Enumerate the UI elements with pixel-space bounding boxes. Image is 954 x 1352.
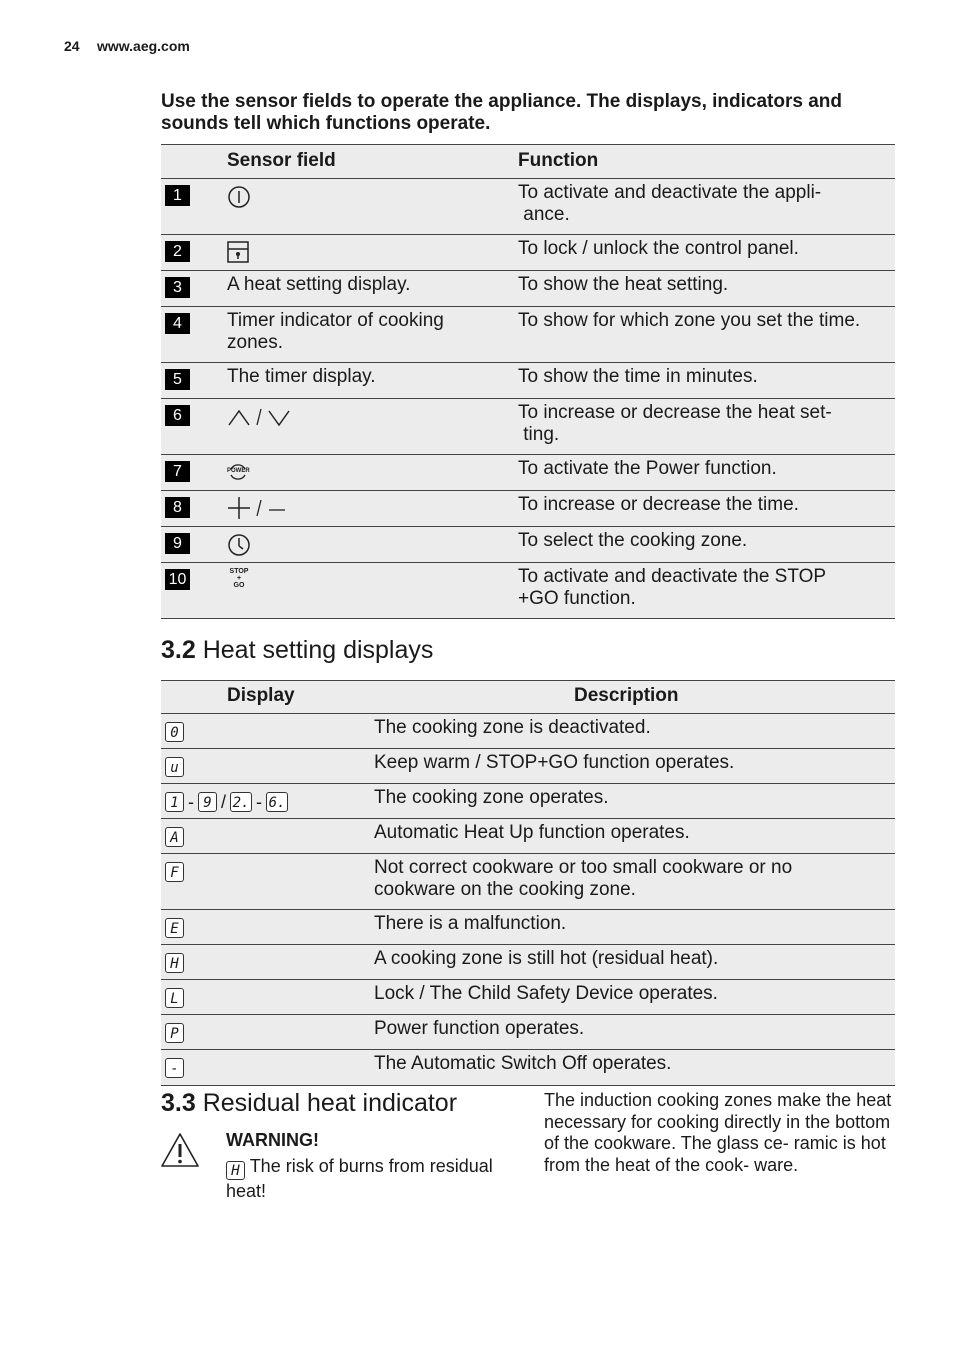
row-number: 5: [165, 369, 190, 390]
power-icon-text: POWER: [227, 468, 250, 474]
sensor-row: [161, 563, 895, 619]
warning-text-block: [226, 1155, 526, 1202]
sensor-row: [161, 235, 895, 271]
row-number: 4: [165, 313, 190, 334]
display-symbol: H: [165, 953, 184, 973]
row-number: 7: [165, 461, 190, 482]
function-text: To activate and deactivate the appli- ance.: [518, 182, 822, 225]
sensor-row: [161, 399, 895, 455]
sensor-row: [161, 307, 895, 363]
function-text: To increase or decrease the time.: [518, 494, 799, 515]
row-number: 10: [165, 569, 190, 590]
row-number: 1: [165, 185, 190, 206]
display-symbol: A: [165, 827, 184, 847]
plus-label: +: [236, 575, 242, 582]
body-paragraph: The induction cooking zones make the heat necessary for cooking directly in the bottom of the cookware. The glass ce- ramic is hot from the heat of the cook- ware.: [544, 1090, 892, 1175]
display-symbol: 1: [165, 792, 184, 812]
lock-icon: [227, 240, 249, 264]
description-text: Automatic Heat Up function operates.: [374, 822, 690, 843]
sensor-text: The timer display.: [227, 366, 376, 387]
col-description: Description: [574, 685, 679, 706]
display-symbol: P: [165, 1023, 184, 1043]
section-title: Heat setting displays: [202, 636, 434, 664]
col-sensor-field: Sensor field: [227, 150, 336, 171]
section-heading-3-3: [161, 1089, 457, 1118]
separator: -: [188, 792, 194, 812]
row-number: 2: [165, 241, 190, 262]
row-number: 9: [165, 533, 190, 554]
row-number: 8: [165, 497, 190, 518]
display-table: [161, 680, 895, 1086]
sensor-text: Timer indicator of cooking zones.: [227, 310, 444, 353]
row-number: 3: [165, 277, 190, 298]
warning-label: WARNING!: [226, 1130, 319, 1150]
display-symbol: 9: [198, 792, 217, 812]
sensor-row: [161, 179, 895, 235]
display-row: [161, 945, 895, 980]
display-symbol: u: [165, 757, 184, 777]
function-text: To activate and deactivate the STOP +GO function.: [518, 566, 826, 609]
up-down-chevrons-icon: [227, 405, 295, 429]
display-symbol: 0: [165, 722, 184, 742]
col-function: Function: [518, 150, 599, 171]
function-text: To show for which zone you set the time.: [518, 310, 861, 331]
page-number: 24: [64, 38, 80, 54]
description-text: A cooking zone is still hot (residual heat).: [374, 948, 719, 969]
description-text: Lock / The Child Safety Device operates.: [374, 983, 718, 1004]
description-text: There is a malfunction.: [374, 913, 567, 934]
display-symbol: F: [165, 862, 184, 882]
stop-go-icon: [227, 568, 251, 589]
description-text: The cooking zone operates.: [374, 787, 609, 808]
function-text: To increase or decrease the heat set- ting.: [518, 402, 832, 445]
power-function-icon: [227, 461, 249, 483]
power-icon: [227, 185, 251, 209]
section-title: Residual heat indicator: [202, 1089, 458, 1117]
display-row: [161, 784, 895, 819]
function-text: To show the heat setting.: [518, 274, 729, 295]
description-text: The cooking zone is deactivated.: [374, 717, 651, 738]
section-number: 3.2: [161, 636, 196, 664]
display-row: [161, 819, 895, 854]
function-text: To lock / unlock the control panel.: [518, 238, 799, 259]
function-text: To activate the Power function.: [518, 458, 777, 479]
display-symbol: H: [226, 1161, 245, 1180]
display-symbol: E: [165, 918, 184, 938]
description-text: Not correct cookware or too small cookware or no cookware on the cooking zone.: [374, 857, 793, 900]
display-row: [161, 854, 895, 910]
sensor-table: [161, 144, 895, 619]
section-number: 3.3: [161, 1089, 196, 1117]
description-text: Keep warm / STOP+GO function operates.: [374, 752, 735, 773]
row-number: 6: [165, 405, 190, 426]
display-row: [161, 714, 895, 749]
section-heading-3-2: [161, 636, 433, 665]
warning-text: The risk of burns from residual heat!: [226, 1156, 493, 1201]
display-row: [161, 1050, 895, 1086]
stop-label: STOP: [229, 568, 249, 575]
sensor-row: [161, 455, 895, 491]
display-row: [161, 749, 895, 784]
plus-minus-icon: [227, 496, 289, 520]
sensor-row: [161, 271, 895, 307]
go-label: GO: [233, 582, 245, 589]
timer-icon: [227, 533, 251, 557]
separator: /: [221, 792, 227, 812]
function-text: To show the time in minutes.: [518, 366, 758, 387]
display-table-header: [161, 680, 895, 714]
sensor-row: [161, 527, 895, 563]
col-display: Display: [227, 685, 295, 706]
sensor-text: A heat setting display.: [227, 274, 411, 295]
display-row: [161, 910, 895, 945]
description-text: Power function operates.: [374, 1018, 585, 1039]
function-text: To select the cooking zone.: [518, 530, 748, 551]
display-symbol: L: [165, 988, 184, 1008]
display-symbol: 6.: [266, 792, 288, 812]
display-symbol: 2.: [230, 792, 252, 812]
separator: -: [256, 792, 263, 812]
page-url: www.aeg.com: [97, 38, 190, 54]
intro-text: Use the sensor fields to operate the appliance. The displays, indicators and sounds tell which functions operate.: [161, 91, 843, 134]
warning-triangle-icon: [160, 1132, 200, 1168]
sensor-row: [161, 491, 895, 527]
sensor-row: [161, 363, 895, 399]
display-row: [161, 1015, 895, 1050]
display-row: [161, 980, 895, 1015]
description-text: The Automatic Switch Off operates.: [374, 1053, 672, 1074]
display-symbol: -: [165, 1058, 184, 1078]
sensor-table-header: [161, 144, 895, 179]
